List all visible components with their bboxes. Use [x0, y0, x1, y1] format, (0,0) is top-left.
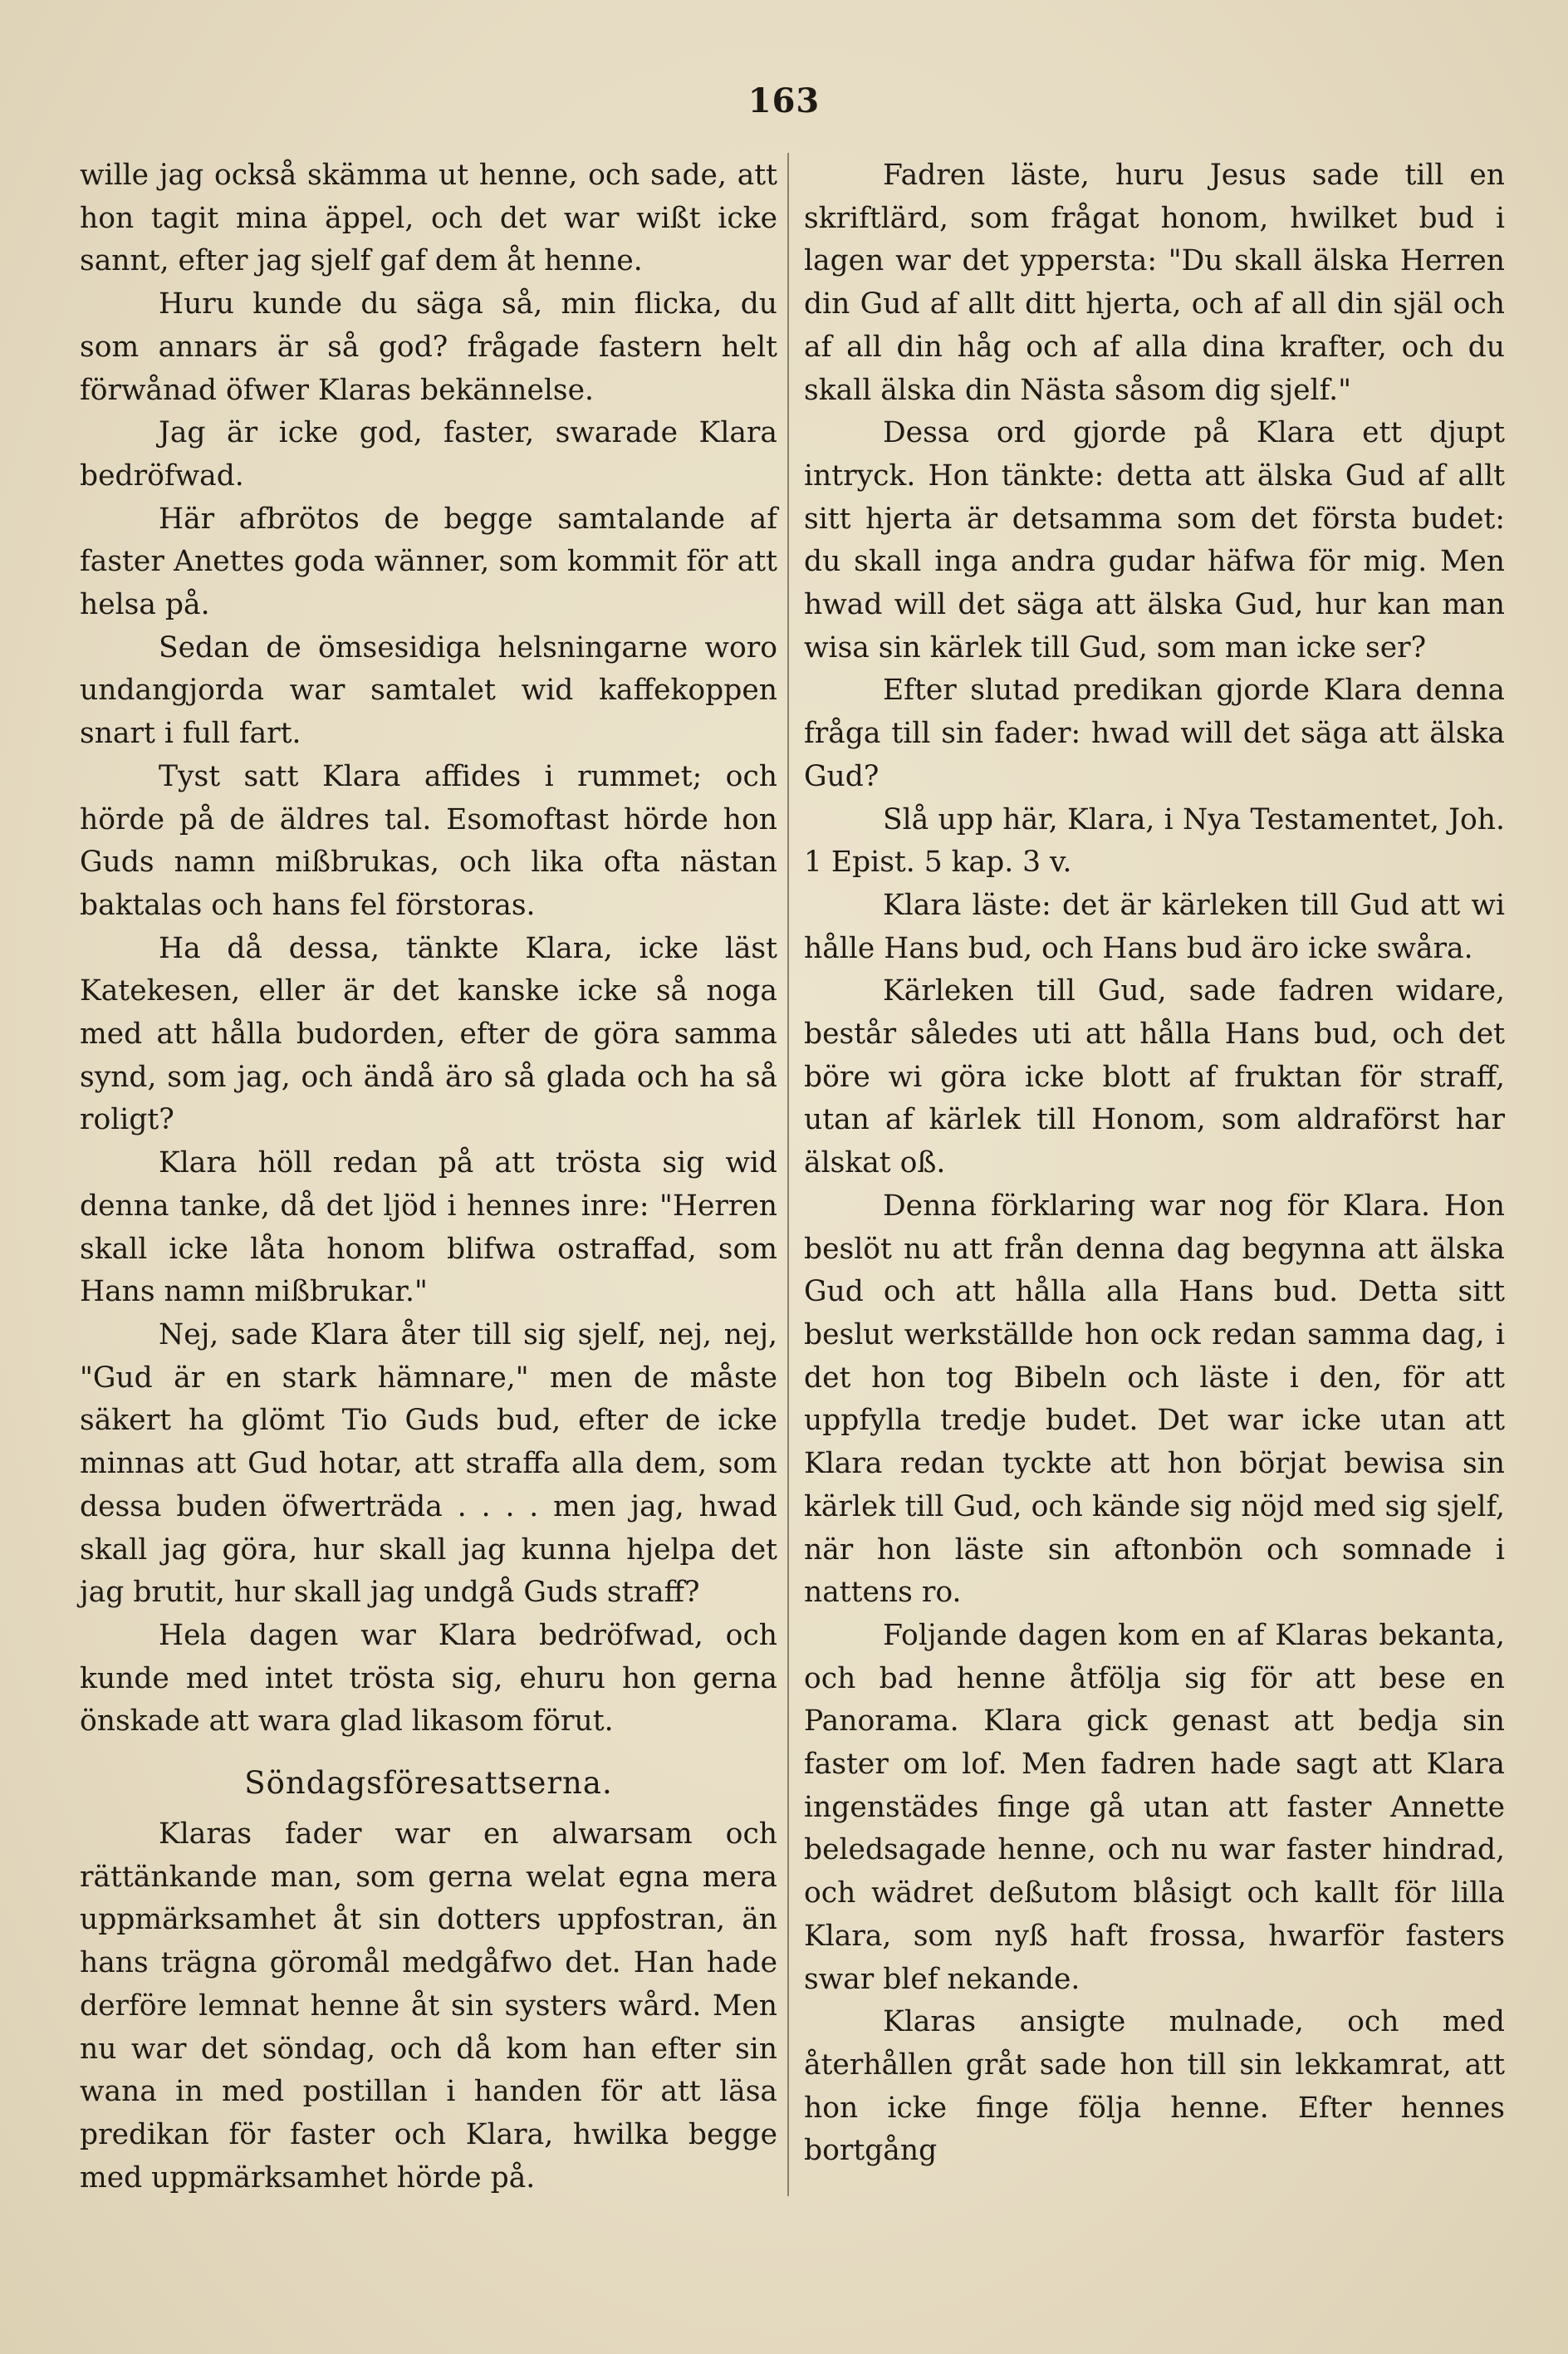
paragraph: Efter slutad predikan gjorde Klara denna fråga till sin fader: hwad will det säga att älska Gud? [804, 674, 1505, 793]
paragraph: Kärleken till Gud, sade fadren widare, består således uti att hålla Hans bud, och det böre wi göra icke blott af fruktan för straff, utan af kärlek till Honom, som aldraförst har älskat oß. [804, 974, 1505, 1180]
paragraph: Klara läste: det är kärleken till Gud att wi hålle Hans bud, och Hans bud äro icke swåra. [804, 888, 1505, 965]
paragraph: Här afbrötos de begge samtalande af faster Anettes goda wänner, som kommit för att helsa på. [80, 502, 777, 622]
paragraph: wille jag också skämma ut henne, och sade, att hon tagit mina äppel, och det war wißt icke sannt, efter jag sjelf gaf dem åt henne. [80, 159, 777, 278]
left-column [80, 154, 777, 2200]
paragraph: Fadren läste, huru Jesus sade till en skriftlärd, som frågat honom, hwilket bud i lagen war det yppersta: "Du skall älska Herren din Gud af allt ditt hjerta, och af all din själ och af all din håg och af alla dina krafter, och du skall älska din Nästa såsom dig sjelf." [804, 159, 1505, 407]
paragraph: Tyst satt Klara affides i rummet; och hörde på de äldres tal. Esomoftast hörde hon Guds namn mißbrukas, och lika ofta nästan baktalas och hans fel förstoras. [80, 759, 777, 922]
paragraph: Klaras ansigte mulnade, och med återhållen gråt sade hon till sin lekkamrat, att hon icke finge följa henne. Efter hennes bortgång [804, 2005, 1505, 2168]
paragraph: Slå upp här, Klara, i Nya Testamentet, Joh. 1 Epist. 5 kap. 3 v. [804, 802, 1505, 880]
paragraph: Sedan de ömsesidiga helsningarne woro undangjorda war samtalet wid kaffekoppen snart i full fart. [80, 630, 777, 751]
paragraph: Ha då dessa, tänkte Klara, icke läst Katekesen, eller är det kanske icke så noga med att hålla budorden, efter de göra samma synd, som jag, och ändå äro så glada och ha så roligt? [80, 931, 777, 1137]
page-number: 163 [747, 81, 821, 120]
paragraph: Hela dagen war Klara bedröfwad, och kunde med intet trösta sig, ehuru hon gerna önskade att wara glad likasom förut. [80, 1618, 777, 1739]
paragraph: Klaras fader war en alwarsam och rättänkande man, som gerna welat egna mera uppmärksamhet åt sin dotters uppfostran, än hans trägna göromål medgåfwo det. Han hade derföre lemnat henne åt sin systers wård. Men nu war det söndag, och då kom han efter sin wana in med postillan i handen för att läsa predikan för faster och Klara, hwilka begge med uppmärksamhet hörde på. [80, 1817, 777, 2195]
paragraph: Foljande dagen kom en af Klaras bekanta, och bad henne åtfölja sig för att bese en Panorama. Klara gick genast att bedja sin faster om lof. Men fadren hade sagt att Klara ingenstädes finge gå utan att faster Annette beledsagade henne, och nu war faster hindrad, och wädret deßutom blåsigt och kallt för lilla Klara, som nyß haft frossa, hwarför fasters swar blef nekande. [804, 1618, 1505, 1996]
paragraph: Dessa ord gjorde på Klara ett djupt intryck. Hon tänkte: detta att älska Gud af allt sitt hjerta är detsamma som det första budet: du skall inga andra gudar häfwa för mig. Men hwad will det säga att älska Gud, hur kan man wisa sin kärlek till Gud, som man icke ser? [804, 416, 1505, 665]
paragraph: Huru kunde du säga så, min flicka, du som annars är så god? frågade fastern helt förwånad öfwer Klaras bekännelse. [80, 287, 777, 407]
paragraph: Jag är icke god, faster, swarade Klara bedröfwad. [80, 416, 777, 493]
column-divider [787, 153, 789, 2196]
paragraph: Denna förklaring war nog för Klara. Hon beslöt nu att från denna dag begynna att älska Gud och att hålla alla Hans bud. Detta sitt beslut werkställde hon ock redan samma dag, i det hon tog Bibeln och läste i den, för att uppfylla tredje budet. Det war icke utan att Klara redan tyckte att hon börjat bewisa sin kärlek till Gud, och kände sig nöjd med sig sjelf, när hon läste sin aftonbön och somnade i nattens ro. [804, 1189, 1505, 1610]
section-heading: Söndagsföresattserna. [244, 1765, 613, 1802]
paragraph: Nej, sade Klara åter till sig sjelf, nej, nej, "Gud är en stark hämnare," men de måste säkert ha glömt Tio Guds bud, efter de icke minnas att Gud hotar, att straffa alla dem, som dessa buden öfwerträda . . . . men jag, hwad skall jag göra, hur skall jag kunna hjelpa det jag brutit, hur skall jag undgå Guds straff? [80, 1317, 777, 1610]
paragraph: Klara höll redan på att trösta sig wid denna tanke, då det ljöd i hennes inre: "Herren skall icke låta honom blifwa ostraffad, som Hans namn mißbrukar." [80, 1146, 777, 1309]
right-column [804, 154, 1505, 2173]
